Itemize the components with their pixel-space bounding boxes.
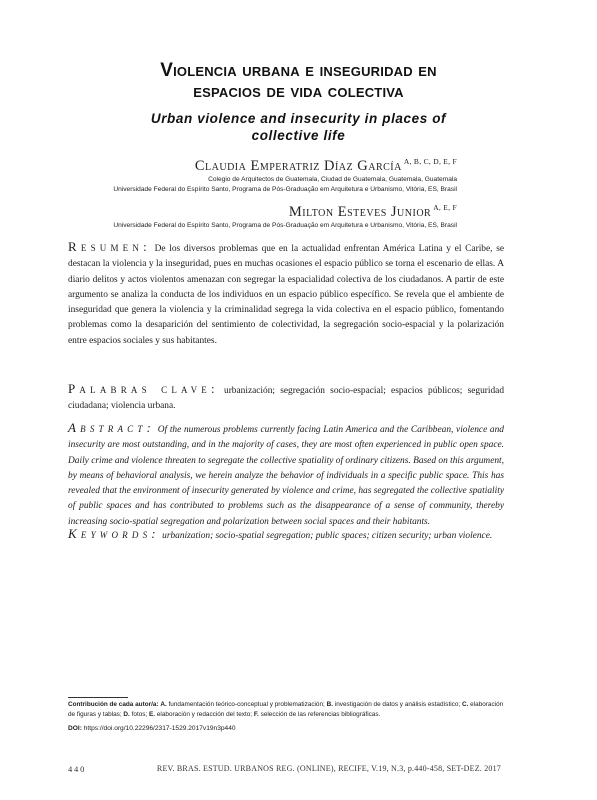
contrib-a-key: A.: [160, 701, 167, 708]
contrib-f-key: F.: [253, 711, 259, 719]
author-name-2-text: Milton Esteves Junior: [288, 203, 432, 220]
contrib-f: selección de las referencias bibliográficas.: [260, 711, 381, 719]
keywords-section: [68, 526, 504, 544]
contrib-c-key: C.: [461, 701, 469, 708]
contrib-d: fotos;: [131, 711, 148, 719]
contrib-c: elaboración de figuras y tablas;: [68, 701, 504, 719]
doi-link[interactable]: https://doi.org/10.22296/2317-1529.2017v19n3p440: [83, 725, 236, 732]
doi-label: DOI:: [68, 725, 82, 732]
doi-line: [68, 725, 236, 732]
abstract-text: Of the numerous problems currently facing Latin America and the Caribbean, violence and insecurity are most outstanding, and in the majority of cases, they are most often experienced in public open space. Daily crime and violence threaten to segregate the collective spatiality of ordinary citizens. Based on this argument, by means of behavioral analysis, we herein analyze the behavior of individuals in a specific public space. This has revealed that the environment of insecurity generated by violence and crime, has segregated the collective spatiality of public spaces and has contributed to problems such as the disappearance of a sense of community, thereby increasing socio-spatial segregation and polarization between social spaces and their habitants.: [68, 425, 504, 527]
abstract-label: Abstract:: [68, 420, 156, 435]
author-name-2: [113, 199, 457, 221]
contrib-b-key: B.: [326, 701, 334, 708]
page-number: 440: [68, 764, 87, 774]
author-block-1: [113, 153, 457, 195]
author-contributions-note: [68, 700, 508, 720]
abstract-section: [68, 420, 504, 530]
title-spanish: [40, 60, 557, 102]
author-2-affiliation-1: Universidade Federal do Espírito Santo, Programa de Pós-Graduação em Arquitetura e Urbanismo, Vitória, ES, Brasil: [113, 221, 457, 229]
title-spanish-line-1: Violencia urbana e inseguridad en: [160, 60, 437, 81]
title-spanish-line-2: espacios de vida colectiva: [193, 81, 404, 102]
keywords-label: Keywords:: [68, 526, 160, 541]
contrib-a: fundamentación teórico-conceptual y problematización;: [168, 701, 325, 708]
author-2-contribution-marks: A, E, F: [433, 203, 457, 212]
contrib-b: investigación de datos y análisis estadístico;: [334, 701, 461, 708]
author-1-affiliation-1: Colegio de Arquitectos de Guatemala, Ciudad de Guatemala, Guatemala, Guatemala: [208, 175, 457, 183]
title-english: [70, 110, 527, 144]
contrib-d-key: D.: [123, 711, 130, 719]
contrib-e: elaboración y redacción del texto;: [156, 711, 253, 719]
contrib-lead: Contribución de cada autor/a:: [68, 701, 159, 708]
palabras-clave-text: urbanización; segregación socio-espacial; espacios públicos; seguridad ciudadana; violencia urbana.: [68, 386, 505, 412]
resumen-text: De los diversos problemas que en la actualidad enfrentan América Latina y el Caribe, se destacan la violencia y la inseguridad, pues en muchas ocasiones el espacio público se torna el escenario de ellas. A diario delitos y actos violentos amenazan con segregar la espacialidad colectiva de los ciudadanos. A partir de este argumento se analiza la conducta de los individuos en un espacio público específico. Se revela que el ambiente de inseguridad que genera la violencia y la criminalidad segrega la vida colectiva en el espacio público, fomentando problemas como la desaparición del sentimiento de colectividad, la segregación socio-espacial y la polarización entre espacios sociales y sus habitantes.: [68, 244, 504, 346]
author-block-2: [113, 199, 457, 231]
contrib-e-key: E.: [149, 711, 156, 719]
footnote-divider: [68, 697, 128, 698]
author-1-affiliation-2: Universidade Federal do Espírito Santo, Programa de Pós-Graduação em Arquitetura e Urbanismo, Vitória, ES, Brasil: [113, 185, 457, 193]
author-name-1-text: Claudia Emperatriz Díaz García: [194, 157, 402, 174]
author-name-1: [113, 153, 457, 175]
resumen-label: Resumen:: [68, 239, 151, 254]
palabras-clave-section: [68, 381, 504, 415]
author-1-contribution-marks: A, B, C, D, E, F: [403, 157, 457, 166]
running-footer: REV. BRAS. ESTUD. URBANOS REG. (ONLINE), RECIFE, V.19, N.3, p.440-458, SET-DEZ. 2017: [156, 764, 501, 773]
title-english-line-2: collective life: [251, 128, 346, 143]
resumen-section: [68, 239, 504, 349]
palabras-clave-label: Palabras clave:: [68, 381, 219, 396]
title-english-line-1: Urban violence and insecurity in places of: [150, 111, 447, 126]
keywords-text: urbanization; socio-spatial segregation; public spaces; citizen security; urban violence.: [162, 531, 493, 541]
